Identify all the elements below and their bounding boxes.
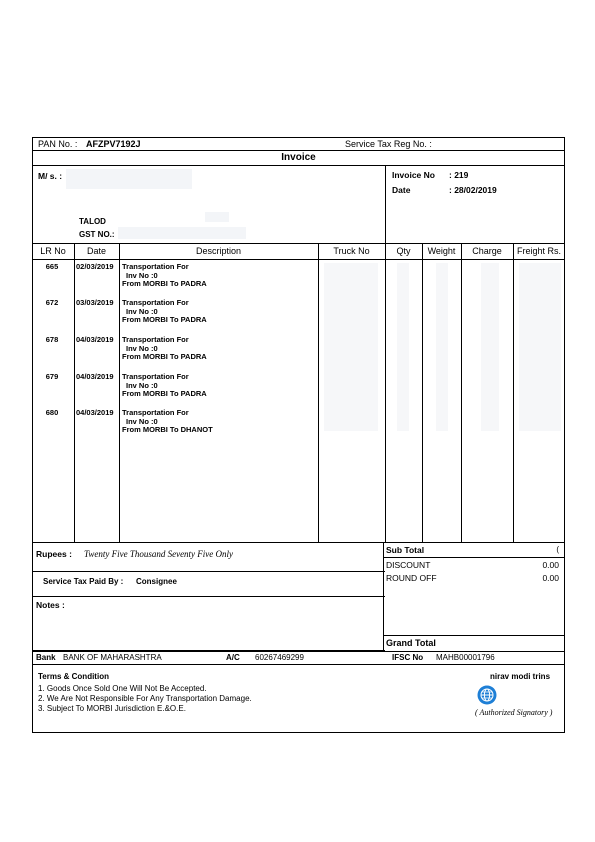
invoice-title: Invoice <box>281 152 316 163</box>
authorized-signatory: ( Authorized Signatory ) <box>475 708 553 717</box>
row-desc-line3: From MORBI To PADRA <box>122 315 207 325</box>
divider <box>32 571 385 572</box>
row-desc-line3: From MORBI To PADRA <box>122 389 207 399</box>
sub-total-label: Sub Total <box>386 545 425 555</box>
table-row <box>32 263 565 293</box>
row-lr-no: 678 <box>45 335 59 344</box>
sub-total-value: ( <box>556 545 559 554</box>
col-header-charge: Charge <box>472 246 502 256</box>
table-row <box>32 336 565 366</box>
divider <box>32 651 565 652</box>
customer-ms-label: M/ s. : <box>38 171 63 181</box>
col-header-lr-no: LR No <box>40 246 66 256</box>
ac-label: A/C <box>226 653 240 662</box>
table-row <box>32 409 565 439</box>
invoice-date-value: : 28/02/2019 <box>449 185 497 195</box>
row-date: 03/03/2019 <box>76 298 114 307</box>
table-row <box>32 373 565 403</box>
row-desc-line3: From MORBI To DHANOT <box>122 425 213 435</box>
divider <box>32 596 385 597</box>
gst-value-redacted <box>118 227 246 239</box>
col-header-truck-no: Truck No <box>333 246 370 256</box>
table-header <box>32 243 565 259</box>
rupees-label: Rupees : <box>36 549 72 559</box>
customer-address-redacted <box>205 212 229 222</box>
notes-label: Notes : <box>36 600 65 610</box>
row-desc-line2: Inv No :0 <box>126 416 158 426</box>
round-off-value: 0.00 <box>542 573 559 583</box>
invoice-date-label: Date <box>392 185 411 195</box>
terms-item: 2. We Are Not Responsible For Any Transportation Damage. <box>38 694 252 703</box>
invoice-no-label: Invoice No <box>392 170 435 180</box>
col-header-date: Date <box>86 246 106 256</box>
row-lr-no: 680 <box>45 408 59 417</box>
bank-name: BANK OF MAHARASHTRA <box>63 653 162 662</box>
discount-label: DISCOUNT <box>386 560 431 570</box>
divider <box>383 542 384 650</box>
terms-title: Terms & Condition <box>38 672 109 681</box>
ifsc-value: MAHB00001796 <box>436 653 495 662</box>
divider <box>32 542 565 543</box>
row-desc-line1: Transportation For <box>122 372 189 381</box>
row-lr-no: 672 <box>45 298 59 307</box>
table-row <box>32 299 565 329</box>
divider <box>383 635 565 636</box>
terms-item: 3. Subject To MORBI Jurisdiction E.&O.E. <box>38 704 186 713</box>
row-desc-line1: Transportation For <box>122 262 189 271</box>
pan-value: AFZPV7192J <box>86 139 141 149</box>
round-off-label: ROUND OFF <box>386 573 437 583</box>
divider <box>32 165 565 166</box>
row-desc-line3: From MORBI To PADRA <box>122 352 207 362</box>
row-desc-line2: Inv No :0 <box>126 306 158 316</box>
terms-item: 1. Goods Once Sold One Will Not Be Accepted. <box>38 684 207 693</box>
gst-label: GST NO.: <box>79 230 115 239</box>
divider <box>32 150 565 151</box>
company-name: nirav modi trins <box>490 672 551 681</box>
customer-city: TALOD <box>79 217 106 226</box>
row-desc-line1: Transportation For <box>122 408 189 417</box>
row-lr-no: 665 <box>45 262 59 271</box>
discount-value: 0.00 <box>542 560 559 570</box>
row-desc-line2: Inv No :0 <box>126 343 158 353</box>
customer-name-redacted <box>66 169 192 189</box>
row-date: 04/03/2019 <box>76 335 114 344</box>
row-desc-line2: Inv No :0 <box>126 380 158 390</box>
ac-value: 60267469299 <box>255 653 304 662</box>
col-header-weight: Weight <box>427 246 456 256</box>
rupees-in-words: Twenty Five Thousand Seventy Five Only <box>84 549 234 559</box>
divider <box>32 664 565 665</box>
col-header-description: Description <box>195 246 242 256</box>
bank-label: Bank <box>36 653 56 662</box>
row-lr-no: 679 <box>45 372 59 381</box>
row-date: 04/03/2019 <box>76 408 114 417</box>
row-desc-line1: Transportation For <box>122 335 189 344</box>
globe-icon <box>477 685 497 705</box>
row-desc-line1: Transportation For <box>122 298 189 307</box>
grand-total-label: Grand Total <box>386 638 436 648</box>
service-tax-paid-value: Consignee <box>136 577 177 586</box>
col-header-freight: Freight Rs. <box>516 246 561 256</box>
service-tax-paid-label: Service Tax Paid By : <box>43 577 124 586</box>
service-tax-reg-label: Service Tax Reg No. : <box>345 139 432 149</box>
row-date: 02/03/2019 <box>76 262 114 271</box>
row-desc-line2: Inv No :0 <box>126 270 158 280</box>
row-date: 04/03/2019 <box>76 372 114 381</box>
divider <box>32 259 565 260</box>
pan-label: PAN No. : <box>38 139 78 149</box>
invoice-no-value: : 219 <box>449 170 469 180</box>
col-header-qty: Qty <box>396 246 411 256</box>
divider <box>383 557 565 558</box>
row-desc-line3: From MORBI To PADRA <box>122 279 207 289</box>
divider <box>385 165 386 243</box>
ifsc-label: IFSC No <box>392 653 424 662</box>
